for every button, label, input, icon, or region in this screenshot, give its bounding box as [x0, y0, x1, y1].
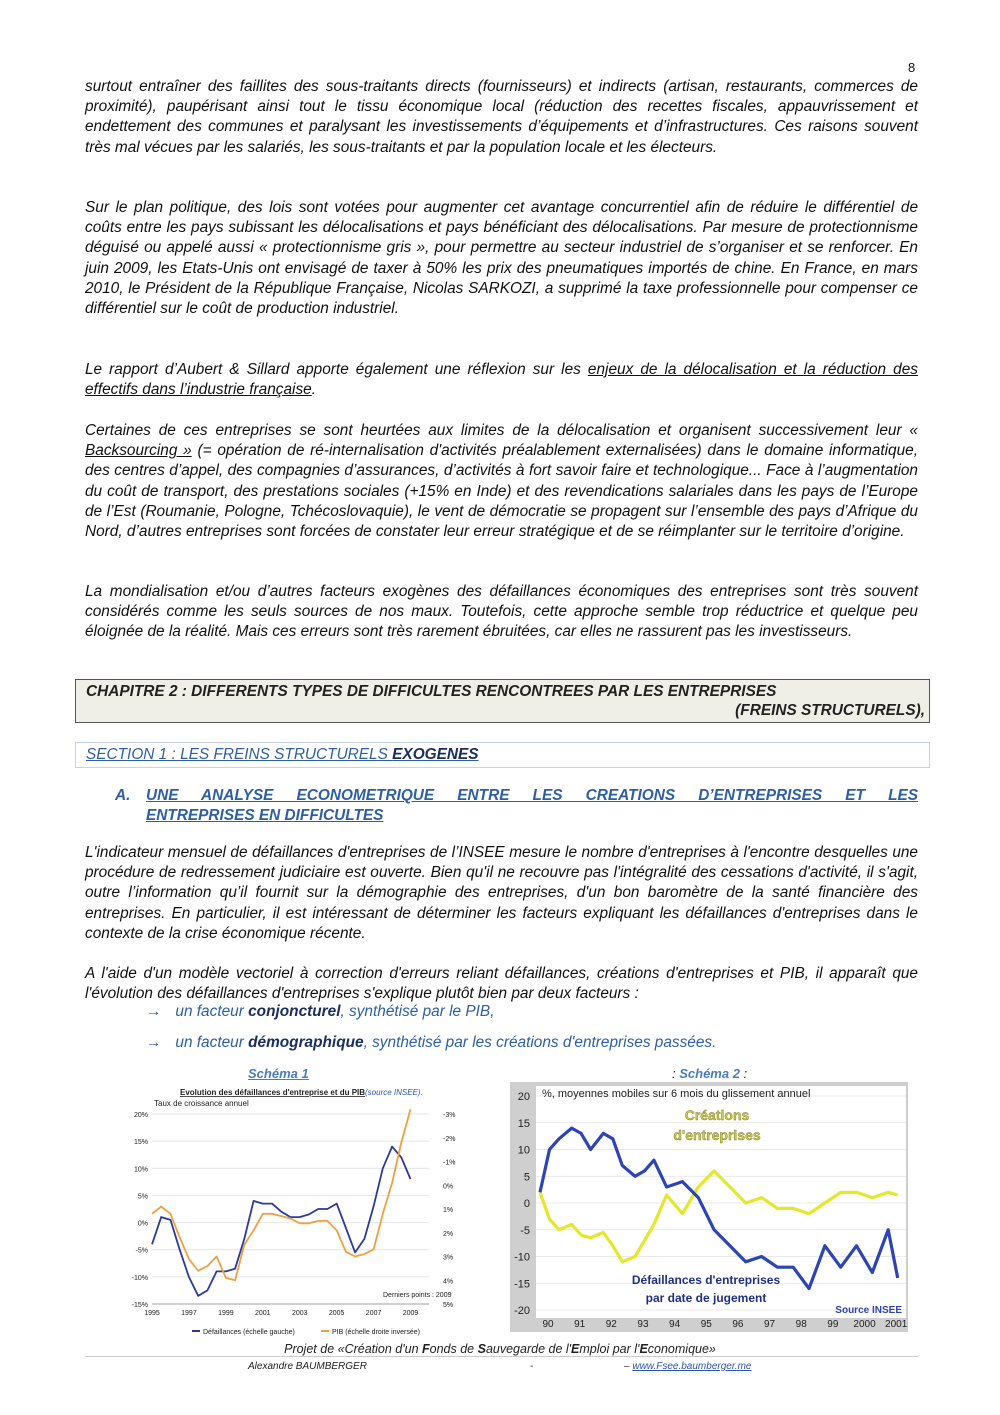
page-number: 8: [908, 60, 916, 75]
chart1-left-tick-label: 0%: [137, 1220, 148, 1228]
paragraph-6: L'indicateur mensuel de défaillances d'entreprises de l’INSEE mesure le nombre d'entreprises à l'encontre desquelles une procédure de redressement judiciaire est ouverte. Bien qu'il ne recouvre pas l'intégralité des cessations d'activité, il s'agit, outre l’information qu’il fournit sur la démographie des entreprises, d'un bon baromètre de la santé financière des entreprises. En particulier, il est intéressant de déterminer les facteurs expliquant les défaillances d'entreprises dans le contexte de la crise économique récente.: [85, 844, 918, 942]
footer-letter-e2: E: [639, 1342, 648, 1356]
footer-letter-f: F: [422, 1342, 430, 1356]
chart2-y-tick-label: 15: [517, 1117, 530, 1130]
chart1-right-tick-label: 1%: [443, 1207, 454, 1214]
bullet-item-1: [146, 1003, 494, 1021]
section-heading-bold: EXOGENES: [392, 746, 479, 763]
chart1-right-tick-label: 2%: [443, 1230, 454, 1238]
chart1-ylabel: Taux de croissance annuel: [154, 1099, 249, 1108]
paragraph-3: [85, 360, 918, 400]
paragraph-1: surtout entraîner des faillites des sous-traitants directs (fournisseurs) et indirects (artisan, restaurants, commerces de proximité), paupérisant ainsi tout le tissu économique local (réduction des recettes fiscales, appauvrissement et endettement des communes et paralysant les investissements d’équipements et d’infrastructures. Ces raisons souvent très mal vécues par les salariés, les sous-traitants et par la population locale et les électeurs.: [85, 78, 918, 156]
chart1-legend-2: PIB (échelle droite inversée): [332, 1329, 420, 1336]
chart2-label-creations-1: Créations: [684, 1107, 750, 1123]
chart2-x-tick-label: 90: [542, 1319, 554, 1330]
footer-part: onds de: [429, 1342, 478, 1356]
bullet-item-2: [146, 1034, 716, 1052]
footer-project-line: [0, 1342, 1000, 1356]
arrow-right-icon: →: [146, 1003, 162, 1020]
schema-1-caption: [248, 1066, 309, 1081]
chapter-heading-box: [75, 679, 930, 723]
chart1-x-tick-label: 2001: [255, 1310, 271, 1317]
chart2-x-tick-label: 95: [700, 1319, 712, 1330]
footer-link-wrap: [624, 1361, 751, 1372]
chart2-x-tick-label: 96: [732, 1319, 744, 1330]
subheading-letter: A.: [115, 787, 131, 804]
paragraph-4: [85, 421, 918, 542]
chart1-series-defaillances: [152, 1147, 411, 1296]
p3-text: Le rapport d’Aubert & Sillard apporte également une réflexion sur les: [85, 361, 588, 378]
p4-rest: (= opération de ré-internalisation d'activités préalablement externalisées) dans le domaine informatique, des centres d’appel, des compagnies d’assurances, d’activités à fort savoir faire et technologique... Face à l’augmentation du coût de transport, des prestations sociales (+15% en Inde) et des revendications salariales dans les pays de l’Europe de l’Est (Roumanie, Pologne, Tchécoslovaquie), le vent de démocratie se propagent sur l’ensemble des pays d’Afrique du Nord, d’autres entreprises sont forcées de constater leur erreur stratégique et de se réimplanter sur le territoire d’origine.: [85, 442, 918, 541]
chart2-y-tick-label: 0: [523, 1198, 530, 1210]
chart2-x-tick-label: 93: [637, 1319, 649, 1330]
footer-website-link[interactable]: www.Fsee.baumberger.me: [632, 1361, 752, 1372]
schema-1-caption-text: Schéma 1: [248, 1066, 309, 1081]
bullet-2-bold: démographique: [248, 1034, 364, 1051]
chart1-right-tick-label: 3%: [443, 1254, 454, 1262]
footer-part: auvegarde de l': [485, 1342, 572, 1356]
footer-author: Alexandre BAUMBERGER: [248, 1361, 367, 1372]
chart-schema-1: [119, 1082, 459, 1344]
chart2-x-tick-label: 99: [827, 1319, 839, 1330]
bullet-2-pre: un facteur: [175, 1034, 249, 1051]
schema-2-caption: [672, 1066, 747, 1081]
chart1-left-tick-label: 15%: [133, 1139, 148, 1147]
chart1-right-tick-label: -3%: [443, 1112, 456, 1119]
chart2-x-tick-label: 97: [764, 1319, 776, 1330]
chart1-series-pib: [152, 1109, 411, 1280]
chart1-x-tick-label: 1997: [181, 1310, 197, 1317]
section-heading: [75, 742, 930, 768]
section-heading-text: [86, 746, 479, 764]
chart2-label-defaillances-1: Défaillances d'entreprises: [631, 1273, 781, 1287]
bullet-1-bold: conjoncturel: [248, 1003, 341, 1020]
chart2-x-tick-label: 94: [669, 1319, 681, 1330]
chart1-right-tick-label: 5%: [443, 1302, 454, 1309]
chapter-heading-line2: (FREINS STRUCTURELS),: [735, 702, 925, 719]
footer-link-prefix: –: [624, 1361, 633, 1372]
paragraph-5: La mondialisation et/ou d’autres facteurs exogènes des défaillances économiques des entreprises sont très souvent considérés comme les seuls sources de nos maux. Toutefois, cette approche semble trop réductrice et quelque peu éloignée de la réalité. Mais ces erreurs sont très rarement ébruitées, car elles ne rassurent pas les investisseurs.: [85, 583, 918, 641]
chart2-y-tick-label: -15: [514, 1278, 530, 1291]
chart1-right-tick-label: -2%: [443, 1135, 456, 1143]
bullet-2-post: , synthétisé par les créations d'entreprises passées.: [363, 1034, 717, 1051]
chart2-label-defaillances-2: par date de jugement: [645, 1291, 767, 1305]
chart1-x-tick-label: 1999: [218, 1310, 234, 1317]
chart1-left-tick-label: -5%: [135, 1247, 148, 1255]
chart1-left-tick-label: 5%: [137, 1193, 148, 1201]
chart1-right-tick-label: 0%: [443, 1183, 454, 1191]
paragraph-2: Sur le plan politique, des lois sont votées pour augmenter cet avantage concurrentiel afin de réduire le différentiel de coûts entre les pays subissant les délocalisations et pays bénéficiant des délocalisations. Par mesure de protectionnisme déguisé ou appelé aussi « protectionnisme gris », pour permettre au secteur industriel de s’organiser et se renforcer. En juin 2009, les Etats-Unis ont envisagé de taxer à 50% les prix des pneumatiques importés de chine. En France, en mars 2010, le Président de la République Française, Nicolas SARKOZI, a supprimé la taxe professionnelle pour compenser ce différentiel sur le coût de production industriel.: [85, 199, 918, 318]
chart2-title: %, moyennes mobiles sur 6 mois du glissement annuel: [542, 1088, 811, 1100]
bullet-1-post: , synthétisé par le PIB,: [340, 1003, 495, 1020]
chart2-x-tick-label: 2001: [885, 1319, 908, 1330]
chart1-x-tick-label: 2009: [402, 1310, 419, 1317]
chart2-y-tick-label: 5: [523, 1171, 530, 1184]
chart2-y-tick-label: -5: [520, 1224, 530, 1237]
chart-schema-2: [510, 1082, 908, 1332]
chart1-note: Derniers points : 2009: [383, 1292, 452, 1299]
chart2-y-tick-label: 10: [517, 1144, 530, 1157]
chart2-x-tick-label: 2000: [853, 1319, 876, 1330]
chart1-title: Evolution des défaillances d'entreprise et du PIB: [180, 1088, 366, 1097]
chart1-legend-1: Défaillances (échelle gauche): [203, 1329, 295, 1336]
footer-part: mploi par l': [579, 1342, 640, 1356]
chart1-left-tick-label: 20%: [133, 1112, 148, 1119]
p4-link[interactable]: Backsourcing »: [85, 442, 192, 460]
p3-link[interactable]: enjeux de la délocalisation et la réduction des effectifs dans l’industrie française: [85, 361, 918, 399]
chart1-x-tick-label: 2007: [365, 1310, 382, 1317]
chart2-y-tick-label: -20: [514, 1305, 530, 1317]
subheading-line1: UNE ANALYSE ECONOMETRIQUE ENTRE LES CREATIONS D’ENTREPRISES ET LES: [146, 787, 918, 804]
footer-letter-e: E: [571, 1342, 580, 1356]
chart1-right-tick-label: -1%: [443, 1159, 456, 1167]
chart1-x-tick-label: 1995: [144, 1310, 160, 1317]
arrow-right-icon: →: [146, 1034, 162, 1051]
chart1-source: (source INSEE).: [365, 1088, 423, 1097]
chart2-x-tick-label: 92: [605, 1319, 617, 1330]
subheading-line2: ENTREPRISES EN DIFFICULTES: [146, 807, 384, 824]
chapter-heading-line1: CHAPITRE 2 : DIFFERENTS TYPES DE DIFFICULTES RENCONTREES PAR LES ENTREPRISES: [86, 683, 777, 700]
chart2-source: Source INSEE: [835, 1305, 902, 1316]
footer-divider: [85, 1356, 918, 1357]
chart2-x-tick-label: 98: [795, 1319, 807, 1330]
footer-letter-s: S: [477, 1342, 486, 1356]
chart2-y-tick-label: 20: [517, 1091, 530, 1103]
chart2-x-tick-label: 91: [574, 1319, 586, 1330]
chart1-x-tick-label: 2003: [291, 1310, 308, 1317]
footer-dash: -: [530, 1361, 534, 1372]
chart2-y-tick-label: -10: [514, 1251, 530, 1264]
p3-end: .: [311, 381, 316, 399]
footer-part: conomique»: [647, 1342, 716, 1356]
chart1-left-tick-label: 10%: [133, 1166, 148, 1174]
schema-2-prefix: :: [672, 1066, 680, 1081]
p4-text: Certaines de ces entreprises se sont heurtées aux limites de la délocalisation et organisent successivement leur «: [85, 422, 918, 439]
section-heading-main: SECTION 1 : LES FREINS STRUCTURELS: [86, 746, 393, 763]
schema-2-caption-text: Schéma 2: [679, 1066, 740, 1081]
footer-part: Projet de «Création d'un: [284, 1342, 422, 1356]
schema-2-suffix: :: [739, 1066, 748, 1081]
bullet-1-pre: un facteur: [175, 1003, 249, 1020]
chart1-left-tick-label: -10%: [131, 1274, 148, 1282]
chart1-left-tick-label: -15%: [131, 1302, 148, 1309]
chart1-x-tick-label: 2005: [328, 1310, 345, 1317]
chart1-right-tick-label: 4%: [443, 1278, 454, 1286]
paragraph-7: A l'aide d'un modèle vectoriel à correction d'erreurs reliant défaillances, créations d'entreprises et PIB, il apparaît que l'évolution des défaillances d'entreprises s'explique plutôt bien par deux facteurs :: [85, 965, 918, 1003]
chart2-label-creations-2: d'entreprises: [673, 1127, 761, 1143]
